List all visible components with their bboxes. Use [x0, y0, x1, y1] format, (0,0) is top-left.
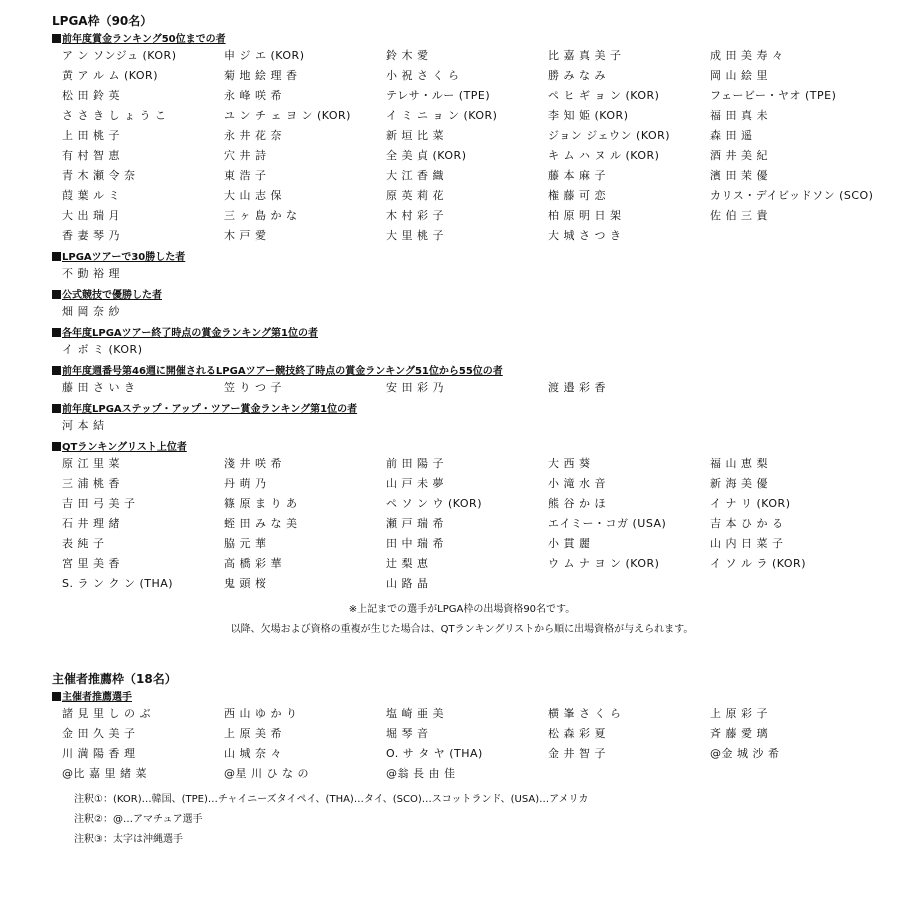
player-name-cell: イ ボ ミ (KOR) [62, 343, 143, 356]
section-title: 前年度週番号第46週に開催されるLPGAツアー競技終了時点の賞金ランキング51位から55位の者 [52, 366, 872, 378]
player-name-cell: 吉 本 ひ か る [710, 517, 784, 530]
player-name-cell: 新 海 美 優 [710, 477, 768, 490]
player-grid [62, 302, 872, 322]
player-name-cell: 金 井 智 子 [548, 747, 606, 760]
player-name-cell: 山 城 奈 々 [224, 747, 282, 760]
player-name-cell: さ さ き し ょ う こ [62, 109, 167, 122]
player-name-cell: 斉 藤 愛 璃 [710, 727, 768, 740]
section-title: 前年度賞金ランキング50位までの者 [52, 34, 872, 46]
player-name-cell: 田 中 瑞 希 [386, 537, 444, 550]
player-name-cell: 酒 井 美 紀 [710, 149, 768, 162]
player-name-cell: 脇 元 華 [224, 537, 267, 550]
player-name-cell [710, 574, 882, 594]
player-name-cell: 西 山 ゆ か り [224, 707, 298, 720]
player-name-cell: 青 木 瀬 令 奈 [62, 169, 136, 182]
player-name-cell: 原 江 里 菜 [62, 457, 120, 470]
player-name-cell: 大 里 桃 子 [386, 229, 444, 242]
lpga-sections [52, 34, 872, 600]
player-name-cell: 瀬 戸 瑞 希 [386, 517, 444, 530]
player-name-cell: 前 田 陽 子 [386, 457, 444, 470]
player-name-cell: 比 嘉 真 美 子 [548, 49, 622, 62]
player-name-cell [710, 226, 882, 246]
player-name-cell: 権 藤 可 恋 [548, 189, 606, 202]
player-name-cell: 蛭 田 み な 美 [224, 517, 298, 530]
player-name-cell: 川 満 陽 香 理 [62, 747, 136, 760]
sponsor-grid [62, 704, 872, 784]
player-name-cell [710, 264, 882, 284]
player-name-cell: @翁 長 由 佳 [386, 767, 456, 780]
player-name-cell: 横 峯 さ く ら [548, 707, 622, 720]
player-name-cell: 鬼 頭 桜 [224, 577, 267, 590]
player-name-cell: 安 田 彩 乃 [386, 381, 444, 394]
player-name-cell: 柏 原 明 日 架 [548, 209, 622, 222]
player-name-cell: 上 田 桃 子 [62, 129, 120, 142]
player-name-cell: キ ム ハ ヌ ル (KOR) [548, 149, 660, 162]
player-name-cell [548, 574, 710, 594]
player-name-cell: 篠 原 ま り あ [224, 497, 298, 510]
player-name-cell: カリス・デイビッドソン (SCO) [710, 189, 874, 202]
footnotes [52, 790, 872, 850]
player-name-cell: 渡 邉 彩 香 [548, 381, 606, 394]
player-name-cell: 永 峰 咲 希 [224, 89, 282, 102]
player-name-cell: 成 田 美 寿 々 [710, 49, 784, 62]
player-name-cell: ペ ソ ン ウ (KOR) [386, 497, 482, 510]
player-grid [62, 340, 872, 360]
player-name-cell: 山 戸 未 夢 [386, 477, 444, 490]
sponsor-frame-title: 主催者推薦枠（18名） [52, 672, 177, 686]
player-name-cell: 菊 地 絵 理 香 [224, 69, 298, 82]
player-name-cell: 福 山 恵 梨 [710, 457, 768, 470]
player-name-cell: 辻 梨 恵 [386, 557, 429, 570]
player-name-cell [710, 340, 882, 360]
section-title: 各年度LPGAツアー終了時点の賞金ランキング第1位の者 [52, 328, 872, 340]
player-name-cell: 小 滝 水 音 [548, 477, 606, 490]
player-name-cell: 藤 田 さ い き [62, 381, 136, 394]
player-name-cell: 岡 山 絵 里 [710, 69, 768, 82]
player-name-cell: 諸 見 里 し の ぶ [62, 707, 151, 720]
player-grid [62, 454, 872, 594]
player-name-cell: 丹 萌 乃 [224, 477, 267, 490]
player-name-cell: 福 田 真 未 [710, 109, 768, 122]
player-name-cell [386, 340, 548, 360]
player-name-cell [386, 416, 548, 436]
player-name-cell [710, 378, 882, 398]
player-name-cell: 高 橋 彩 華 [224, 557, 282, 570]
player-name-cell: 松 田 鈴 英 [62, 89, 120, 102]
player-name-cell: 香 妻 琴 乃 [62, 229, 120, 242]
player-name-cell: 笠 り つ 子 [224, 381, 282, 394]
sponsor-section-title: 主催者推薦選手 [52, 692, 872, 704]
player-name-cell: 松 森 彩 夏 [548, 727, 606, 740]
player-name-cell: 堀 琴 音 [386, 727, 429, 740]
footnote: 注釈②：@…アマチュア選手 [74, 814, 203, 825]
player-name-cell: 木 村 彩 子 [386, 209, 444, 222]
player-list-document [52, 12, 872, 850]
player-name-cell: ペ ヒ ギ ョ ン (KOR) [548, 89, 660, 102]
player-name-cell: 宮 里 美 香 [62, 557, 120, 570]
player-name-cell [224, 302, 386, 322]
player-name-cell: 畑 岡 奈 紗 [62, 305, 120, 318]
player-name-cell: 佐 伯 三 貴 [710, 209, 768, 222]
player-name-cell: 三 浦 桃 香 [62, 477, 120, 490]
player-name-cell: 上 原 美 希 [224, 727, 282, 740]
section-title: 公式競技で優勝した者 [52, 290, 872, 302]
player-name-cell: イ ソ ル ラ (KOR) [710, 557, 806, 570]
player-name-cell: 淺 井 咲 希 [224, 457, 282, 470]
player-name-cell: 木 戸 愛 [224, 229, 267, 242]
player-grid [62, 416, 872, 436]
player-name-cell: 河 本 結 [62, 419, 105, 432]
qualification-note: ※上記までの選手がLPGA枠の出場資格90名です。 [348, 604, 576, 615]
player-name-cell: 吉 田 弓 美 子 [62, 497, 136, 510]
player-grid [62, 46, 872, 246]
player-name-cell: ウ ム ナ ヨ ン (KOR) [548, 557, 660, 570]
player-name-cell: 鈴 木 愛 [386, 49, 429, 62]
player-name-cell: 山 路 晶 [386, 577, 429, 590]
player-name-cell: 葭 葉 ル ミ [62, 189, 120, 202]
player-name-cell: イ ミ ニ ョ ン (KOR) [386, 109, 498, 122]
player-name-cell: 穴 井 詩 [224, 149, 267, 162]
player-grid [62, 264, 872, 284]
player-name-cell: 表 純 子 [62, 537, 105, 550]
player-name-cell [548, 264, 710, 284]
lpga-frame-title: LPGA枠（90名） [52, 14, 153, 28]
player-name-cell: フェービー・ヤオ (TPE) [710, 89, 837, 102]
player-name-cell: @星 川 ひ な の [224, 767, 309, 780]
player-name-cell: 塩 崎 亜 美 [386, 707, 444, 720]
player-name-cell [548, 416, 710, 436]
player-name-cell: ユ ン チ ェ ヨ ン (KOR) [224, 109, 351, 122]
player-name-cell [710, 302, 882, 322]
player-name-cell: @金 城 沙 希 [710, 747, 780, 760]
player-name-cell [548, 340, 710, 360]
footnote: 注釈①：(KOR)…韓国、(TPE)…チャイニーズタイペイ、(THA)…タイ、(SCO)…スコットランド、(USA)…アメリカ [74, 794, 589, 805]
player-name-cell: 新 垣 比 菜 [386, 129, 444, 142]
player-name-cell: 熊 谷 か ほ [548, 497, 606, 510]
player-name-cell: 申 ジ エ (KOR) [224, 49, 305, 62]
player-name-cell: S. ラ ン ク ン (THA) [62, 577, 174, 590]
section-title: 前年度LPGAステップ・アップ・ツアー賞金ランキング第1位の者 [52, 404, 872, 416]
player-name-cell: 黄 ア ル ム (KOR) [62, 69, 158, 82]
player-name-cell: 濱 田 茉 優 [710, 169, 768, 182]
player-name-cell: 大 西 葵 [548, 457, 591, 470]
player-name-cell: 李 知 姫 (KOR) [548, 109, 629, 122]
player-name-cell: 金 田 久 美 子 [62, 727, 136, 740]
player-name-cell: 山 内 日 菜 子 [710, 537, 784, 550]
player-name-cell [386, 302, 548, 322]
player-name-cell: 三 ヶ 島 か な [224, 209, 298, 222]
player-name-cell [224, 340, 386, 360]
player-name-cell: 東 浩 子 [224, 169, 267, 182]
player-name-cell: 石 井 理 緒 [62, 517, 120, 530]
player-name-cell: 大 城 さ つ き [548, 229, 622, 242]
player-name-cell: テレサ・ルー (TPE) [386, 89, 491, 102]
player-name-cell [548, 764, 710, 784]
player-name-cell: イ ナ リ (KOR) [710, 497, 791, 510]
player-name-cell: 藤 本 麻 子 [548, 169, 606, 182]
player-name-cell: ア ン ソンジュ (KOR) [62, 49, 177, 62]
player-grid [62, 378, 872, 398]
player-name-cell [710, 416, 882, 436]
player-name-cell: 永 井 花 奈 [224, 129, 282, 142]
section-title: QTランキングリスト上位者 [52, 442, 872, 454]
player-name-cell: 有 村 智 恵 [62, 149, 120, 162]
player-name-cell: ジョン ジェウン (KOR) [548, 129, 671, 142]
replacement-note: 以降、欠場および資格の重複が生じた場合は、QTランキングリストから順に出場資格が与えられます。 [230, 624, 694, 635]
player-name-cell: エイミー・コガ (USA) [548, 517, 667, 530]
player-name-cell: 勝 み な み [548, 69, 606, 82]
player-name-cell: 大 山 志 保 [224, 189, 282, 202]
section-title: LPGAツアーで30勝した者 [52, 252, 872, 264]
player-name-cell: 上 原 彩 子 [710, 707, 768, 720]
player-name-cell: 不 動 裕 理 [62, 267, 120, 280]
player-name-cell: 全 美 貞 (KOR) [386, 149, 467, 162]
player-name-cell: 小 貫 麗 [548, 537, 591, 550]
player-name-cell [386, 264, 548, 284]
player-name-cell [710, 764, 882, 784]
player-name-cell: 森 田 遥 [710, 129, 753, 142]
player-name-cell: 大 出 瑞 月 [62, 209, 120, 222]
player-name-cell: 大 江 香 織 [386, 169, 444, 182]
footnote: 注釈③：太字は沖縄選手 [74, 834, 183, 845]
player-name-cell: O. サ タ ヤ (THA) [386, 747, 483, 760]
player-name-cell: @比 嘉 里 緒 菜 [62, 767, 147, 780]
player-name-cell: 原 英 莉 花 [386, 189, 444, 202]
player-name-cell: 小 祝 さ く ら [386, 69, 460, 82]
player-name-cell [548, 302, 710, 322]
player-name-cell [224, 264, 386, 284]
player-name-cell [224, 416, 386, 436]
